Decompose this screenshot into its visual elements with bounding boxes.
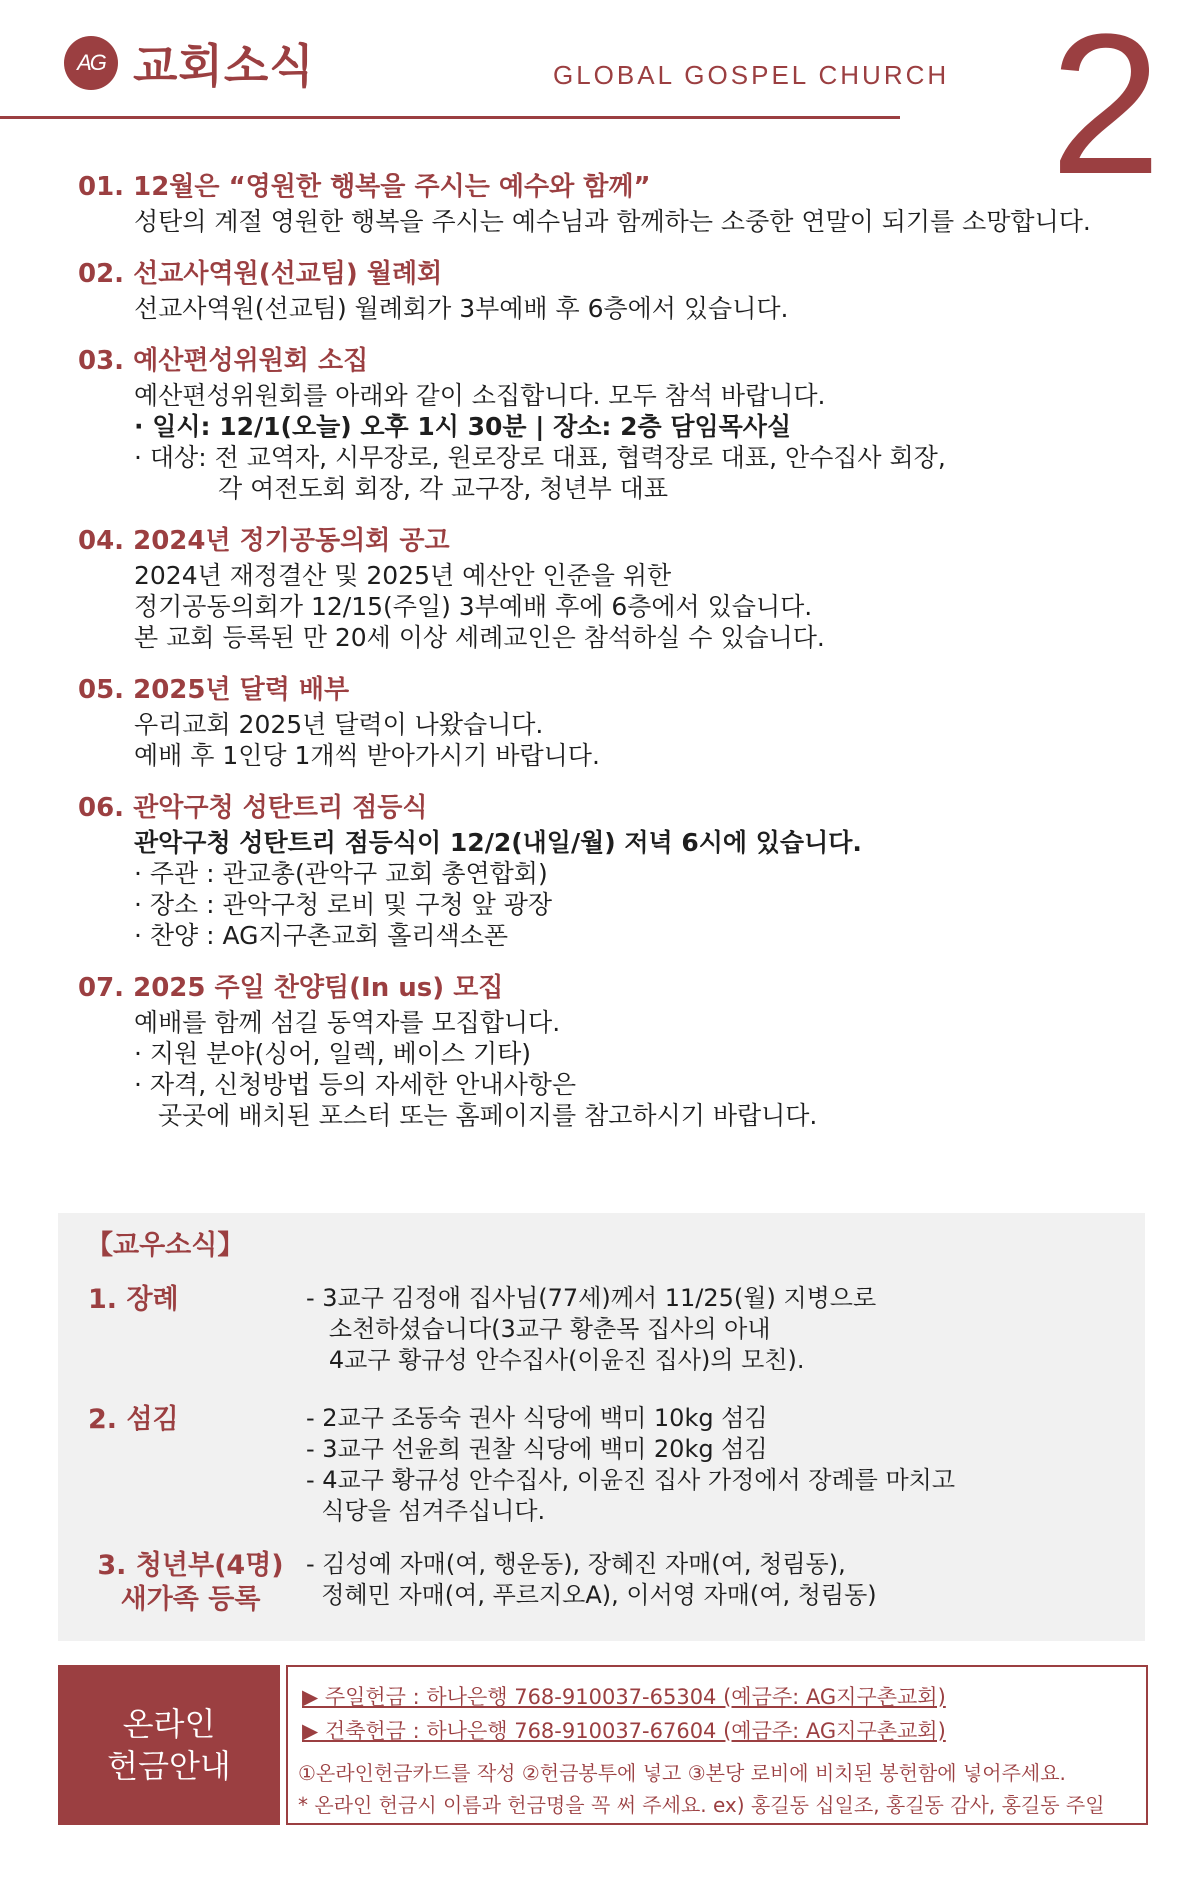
news-line: · 일시: 12/1(오늘) 오후 1시 30분 | 장소: 2층 담임목사실: [134, 412, 792, 441]
news-line: · 대상: 전 교역자, 시무장로, 원로장로 대표, 협력장로 대표, 안수집사 회장,: [134, 443, 946, 472]
news-line: 본 교회 등록된 만 20세 이상 세례교인은 참석하실 수 있습니다.: [134, 623, 825, 652]
news-item: [78, 168, 1138, 237]
news-line: 예산편성위원회를 아래와 같이 소집합니다. 모두 참석 바랍니다.: [134, 381, 826, 410]
news-line: 예배 후 1인당 1개씩 받아가시기 바랍니다.: [134, 741, 600, 770]
news-title: 07. 2025 주일 찬양팀(In us) 모집: [78, 973, 504, 1003]
news-item: [78, 671, 1138, 771]
page-title: 교회소식: [133, 39, 315, 93]
news-line: 각 여전도회 회장, 각 교구장, 청년부 대표: [218, 474, 668, 503]
news-title: 04. 2024년 정기공동의회 공고: [78, 526, 450, 556]
member-news-panel: [58, 1213, 1145, 1641]
offering-title-line2: 헌금안내: [107, 1747, 231, 1785]
news-item: [78, 522, 1138, 653]
member-news-label: 1. 장례: [88, 1284, 179, 1315]
news-item: [78, 255, 1138, 324]
news-line: 관악구청 성탄트리 점등식이 12/2(내일/월) 저녁 6시에 있습니다.: [134, 828, 862, 857]
news-line: 우리교회 2025년 달력이 나왔습니다.: [134, 710, 544, 739]
sunday-offering-account: ▶ 주일헌금 : 하나은행 768-910037-65304 (예금주: AG지구촌교회): [302, 1685, 946, 1709]
news-list: [78, 168, 1138, 1149]
news-title: 02. 선교사역원(선교팀) 월례회: [78, 259, 443, 289]
news-line: · 찬양 : AG지구촌교회 홀리색소폰: [134, 921, 508, 950]
offering-title-line1: 온라인: [122, 1705, 216, 1743]
news-line: · 주관 : 관교총(관악구 교회 총연합회): [134, 859, 548, 888]
news-title: 01. 12월은 “영원한 행복을 주시는 예수와 함께”: [78, 172, 651, 202]
online-offering-box: [58, 1665, 280, 1825]
news-line: 곳곳에 배치된 포스터 또는 홈페이지를 참고하시기 바랍니다.: [158, 1101, 818, 1130]
news-line: 선교사역원(선교팀) 월례회가 3부예배 후 6층에서 있습니다.: [134, 294, 789, 323]
church-name: GLOBAL GOSPEL CHURCH: [553, 60, 950, 90]
news-line: 성탄의 계절 영원한 행복을 주시는 예수님과 함께하는 소중한 연말이 되기를 소망합니다.: [134, 207, 1091, 236]
news-line: · 지원 분야(싱어, 일렉, 베이스 기타): [134, 1039, 532, 1068]
news-title: 05. 2025년 달력 배부: [78, 675, 350, 705]
building-offering-account: ▶ 건축헌금 : 하나은행 768-910037-67604 (예금주: AG지구촌교회): [302, 1719, 946, 1743]
church-logo: AG: [64, 36, 118, 90]
offering-note: * 온라인 헌금시 이름과 헌금명을 꼭 써 주세요. ex) 홍길동 십일조, 홍길동 감사, 홍길동 주일: [298, 1793, 1105, 1817]
news-title: 03. 예산편성위원회 소집: [78, 346, 369, 376]
member-news-label: 2. 섬김: [88, 1404, 179, 1435]
news-item: [78, 342, 1138, 504]
news-line: · 자격, 신청방법 등의 자세한 안내사항은: [134, 1070, 577, 1099]
news-item: [78, 969, 1138, 1131]
member-news-text: - 김성예 자매(여, 행운동), 장혜진 자매(여, 청림동), 정혜민 자매(여, 푸르지오A), 이서영 자매(여, 청림동): [306, 1550, 877, 1609]
offering-instructions: ①온라인헌금카드를 작성 ②헌금봉투에 넣고 ③본당 로비에 비치된 봉헌함에 넣어주세요.: [298, 1761, 1066, 1785]
member-news-text: - 3교구 김정애 집사님(77세)께서 11/25(월) 지병으로 소천하셨습니다(3교구 황춘목 집사의 아내 4교구 황규성 안수집사(이윤진 집사)의 모친).: [306, 1284, 877, 1374]
member-news-label: 3. 청년부(4명) 새가족 등록: [97, 1550, 284, 1615]
news-item: [78, 789, 1138, 951]
page-number: 2: [1050, 0, 1162, 216]
news-title: 06. 관악구청 성탄트리 점등식: [78, 793, 428, 823]
member-news-heading: 【교우소식】: [86, 1230, 245, 1261]
news-line: 예배를 함께 섬길 동역자를 모집합니다.: [134, 1008, 561, 1037]
offering-info-panel: [286, 1665, 1148, 1825]
member-news-text: - 2교구 조동숙 권사 식당에 백미 10kg 섬김 - 3교구 선윤희 권찰 식당에 백미 20kg 섬김 - 4교구 황규성 안수집사, 이윤진 집사 가정에서 장례를 마치고 식당을 섬겨주십니다.: [306, 1404, 956, 1525]
news-line: 2024년 재정결산 및 2025년 예산안 인준을 위한: [134, 561, 672, 590]
news-line: · 장소 : 관악구청 로비 및 구청 앞 광장: [134, 890, 553, 919]
header-divider: [0, 116, 900, 119]
news-line: 정기공동의회가 12/15(주일) 3부예배 후에 6층에서 있습니다.: [134, 592, 813, 621]
